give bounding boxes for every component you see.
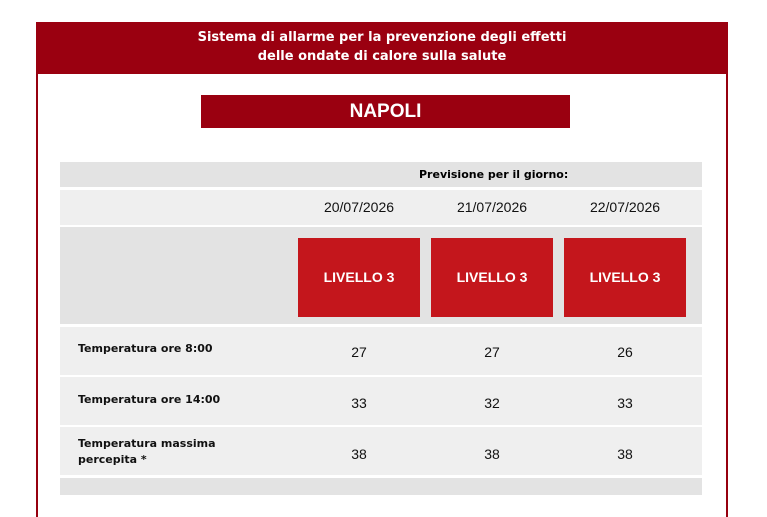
value-cell: 32 xyxy=(484,395,500,411)
level-badge-day-1: LIVELLO 3 xyxy=(298,238,420,317)
header-banner xyxy=(36,22,728,74)
value-cell: 38 xyxy=(351,446,367,462)
table-row xyxy=(60,427,702,475)
table-row xyxy=(60,327,702,375)
level-badge-day-2: LIVELLO 3 xyxy=(431,238,553,317)
row-label-line1: Temperatura massima xyxy=(78,437,216,450)
levels-row xyxy=(60,227,702,324)
table-row xyxy=(60,377,702,425)
forecast-label: Previsione per il giorno: xyxy=(419,168,569,181)
value-cell: 27 xyxy=(484,344,500,360)
value-cell: 33 xyxy=(351,395,367,411)
value-cell: 33 xyxy=(617,395,633,411)
table-footer xyxy=(60,478,702,495)
value-cell: 26 xyxy=(617,344,633,360)
row-label-line2: percepita * xyxy=(78,453,147,466)
header-title-line2: delle ondate di calore sulla salute xyxy=(257,49,507,64)
row-label-temp-8: Temperatura ore 8:00 xyxy=(78,342,213,355)
row-label-max-perceived xyxy=(78,436,216,468)
dates-row xyxy=(60,190,702,225)
city-title: NAPOLI xyxy=(201,95,570,128)
row-label-temp-14: Temperatura ore 14:00 xyxy=(78,393,221,406)
level-badge-day-3: LIVELLO 3 xyxy=(564,238,686,317)
value-cell: 38 xyxy=(484,446,500,462)
value-cell: 38 xyxy=(617,446,633,462)
forecast-header xyxy=(60,162,702,187)
date-day-2: 21/07/2026 xyxy=(456,199,528,215)
value-cell: 27 xyxy=(351,344,367,360)
header-title-line1: Sistema di allarme per la prevenzione degli effetti xyxy=(197,30,567,45)
date-day-3: 22/07/2026 xyxy=(589,199,661,215)
date-day-1: 20/07/2026 xyxy=(323,199,395,215)
